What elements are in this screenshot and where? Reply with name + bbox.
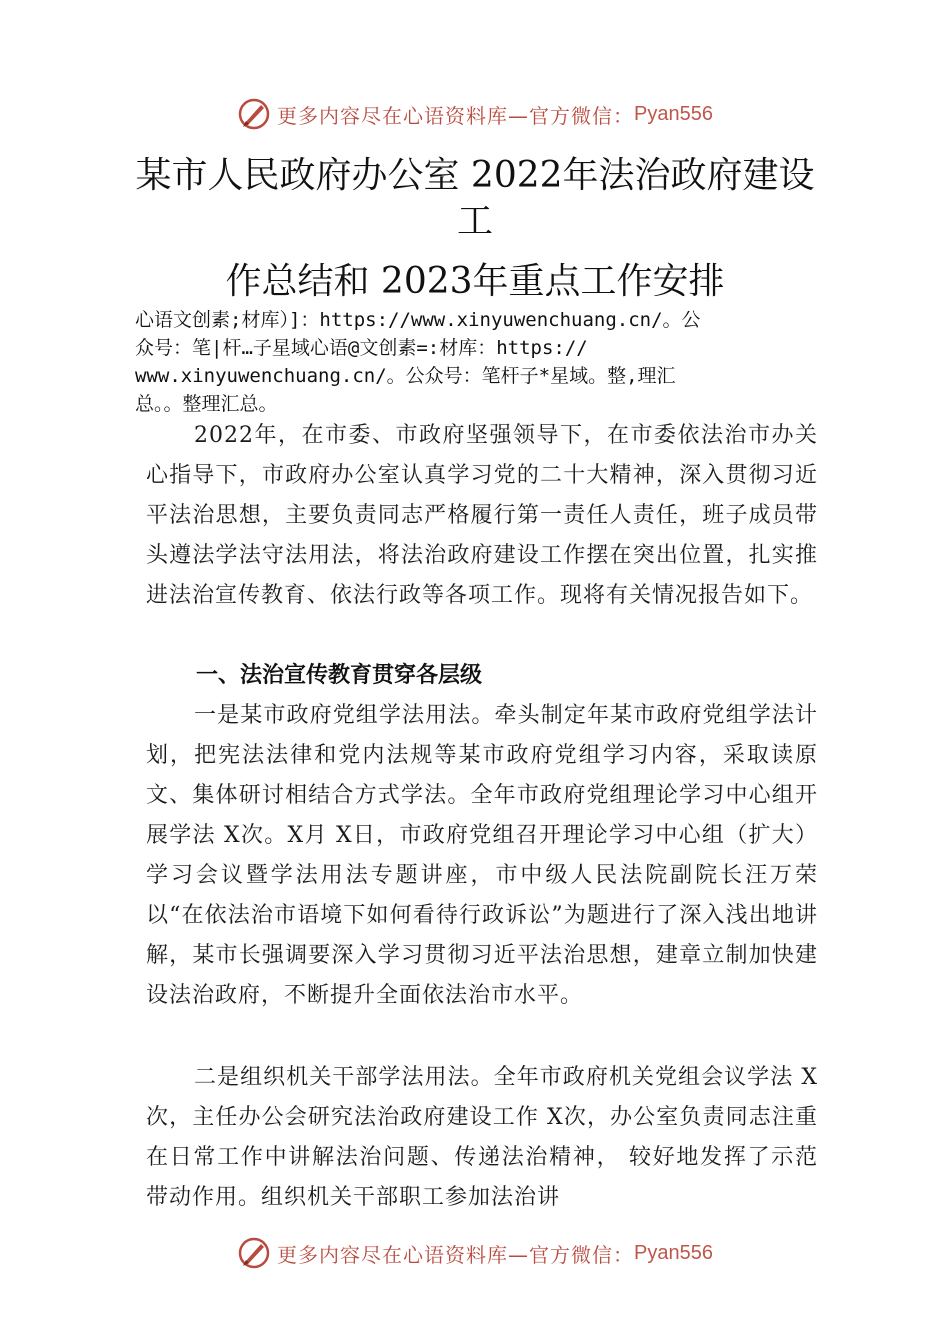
paragraph-intro: 2022年，在市委、市政府坚强领导下，在市委依法治市办关心指导下，市政府办公室认真学习党的二十大精神，深入贯彻习近平法治思想，主要负责同志严格履行第一责任人责任，班子成员带头遵法学法守法用法，将法治政府建设工作摆在突出位置，扎实推进法治宣传教育、依法行政等各项工作。现将有关情况报告如下。 [146,423,818,608]
document-title-line1: 某市人民政府办公室 2022年法治政府建设 [135,155,815,196]
banner-text: 更多内容尽在心语资料库—官方微信： [277,1242,635,1267]
paragraph-second-point: 二是组织机关干部学法用法。全年市政府机关党组会议学法 X次，主任办公会研究法治政府建设工作 X次，办公室负责同志注重在日常工作中讲解法治问题、传递法治精神， 较好地发挥了示范带动作用。组织机关干部职工参加法治讲 [146,1065,818,1210]
banner-wechat-id: Pyan556 [634,102,713,125]
watermark-banner-bottom [0,1233,950,1273]
document-title-line2: 工 [456,201,493,242]
meta-line: 心语文创素;材库）]：https://www.xinyuwenchuang.cn/。公 [135,309,701,331]
pen-logo-icon [237,97,271,131]
banner-text: 更多内容尽在心语资料库—官方微信： [277,103,635,128]
source-meta [135,306,825,418]
pen-logo-icon [237,1236,271,1270]
meta-line: www.xinyuwenchuang.cn/。公众号：笔杆子*星域。整,理汇 [135,365,676,387]
meta-line: 众号：笔|杆…子星域心语@文创素=:材库：https:// [135,337,588,359]
paragraph-first-point: 一是某市政府党组学法用法。牵头制定年某市政府党组学法计划，把宪法法律和党内法规等某市政府党组学习内容，采取读原文、集体研讨相结合方式学法。全年市政府党组理论学习中心组开展学法 X次。X月 X日，市政府党组召开理论学习中心组（扩大）学习会议暨学法用法专题讲座，市中级人民法院副院长汪万荣以“在依法治市语境下如何看待行政诉讼”为题进行了深入浅出地讲解，某市长强调要深入学习贯彻习近平法治思想，建章立制加快建设法治政府，不断提升全面依法治市水平。 [146,703,818,1008]
watermark-banner-top [0,94,950,134]
meta-line: 总。。整理汇总。 [135,393,278,415]
section-heading: 一、法治宣传教育贯穿各层级 [196,663,483,688]
document-title-line3: 作总结和 2023年重点工作安排 [225,261,725,302]
banner-wechat-id: Pyan556 [634,1241,713,1264]
